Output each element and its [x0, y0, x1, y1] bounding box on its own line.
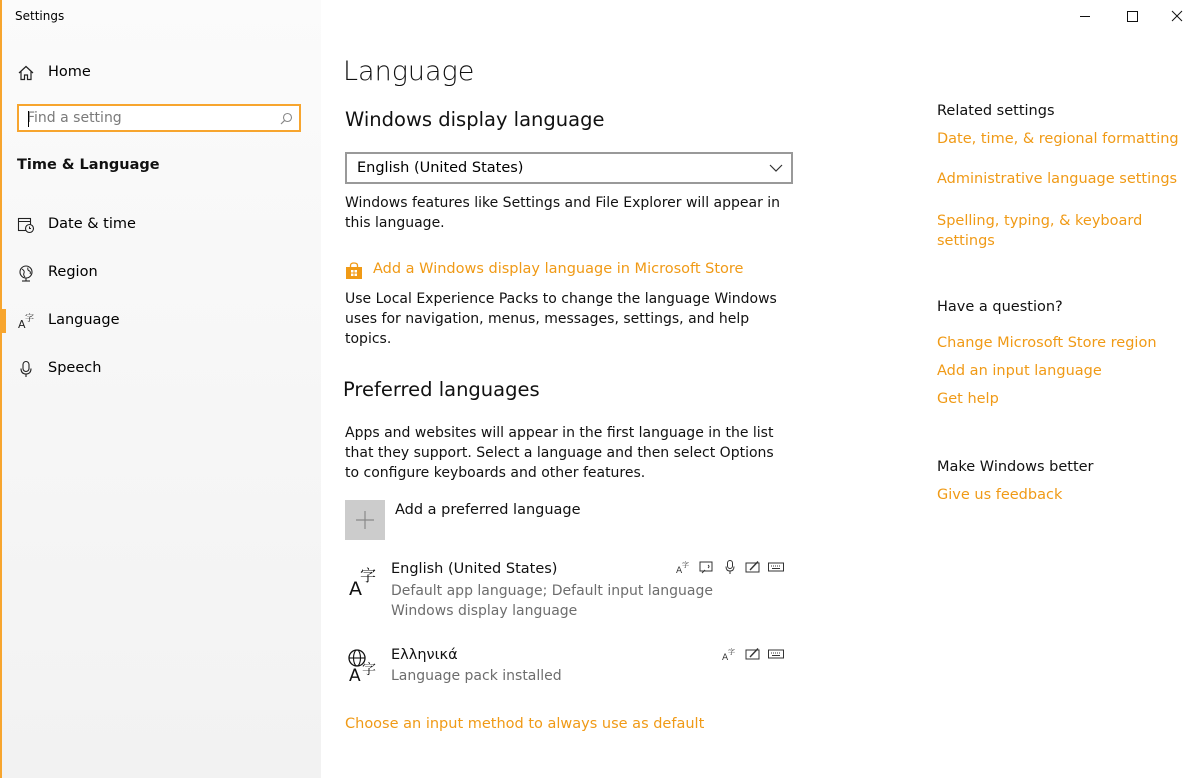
link-change-store-region[interactable]: Change Microsoft Store region: [937, 335, 1157, 351]
speech-recognition-icon: [722, 560, 738, 574]
language-name: Ελληνικά: [391, 647, 458, 663]
preferred-languages-description: Apps and websites will appear in the first language in the list that they support. Select a language and then select Options to configure keyboards and other features.: [345, 425, 774, 481]
feedback-link[interactable]: Give us feedback: [937, 487, 1063, 503]
add-language-button[interactable]: [345, 500, 385, 540]
section-title: Time & Language: [17, 157, 160, 173]
display-language-description: Windows features like Settings and File Explorer will appear in this language.: [345, 195, 781, 231]
display-language-heading: Windows display language: [345, 108, 605, 131]
svg-text:字: 字: [682, 561, 689, 569]
text-caret: [28, 111, 29, 127]
text-to-speech-icon: [699, 560, 715, 574]
maximize-button[interactable]: [1109, 0, 1155, 32]
store-bag-icon: [345, 262, 363, 280]
sidebar-item-region[interactable]: [0, 253, 321, 293]
language-item-english[interactable]: [345, 558, 795, 622]
keyboard-icon: [768, 560, 784, 574]
page-title: Language: [343, 56, 475, 87]
app-title: Settings: [15, 9, 65, 23]
handwriting-icon: [745, 647, 761, 661]
display-language-dropdown[interactable]: [345, 152, 793, 184]
keyboard-icon: [768, 647, 784, 661]
sidebar-item-home[interactable]: [0, 53, 321, 93]
plus-icon: [345, 500, 385, 540]
sidebar-item-language[interactable]: [0, 301, 321, 341]
svg-text:A: A: [722, 653, 729, 661]
window-accent-edge: [0, 0, 2, 778]
svg-text:A: A: [676, 566, 683, 574]
calendar-clock-icon: [17, 216, 35, 234]
handwriting-icon: [745, 560, 761, 574]
microphone-icon: [17, 360, 35, 378]
sidebar-item-label: Date & time: [48, 216, 136, 232]
close-button[interactable]: [1154, 0, 1200, 32]
language-pack-icon: [347, 648, 381, 682]
display-language-icon: [676, 560, 692, 574]
language-item-greek[interactable]: [345, 645, 795, 689]
related-link-spelling-typing[interactable]: Spelling, typing, & keyboard settings: [937, 213, 1143, 249]
sidebar: [0, 0, 321, 778]
sidebar-item-date-time[interactable]: [0, 205, 321, 245]
input-method-link[interactable]: Choose an input method to always use as default: [345, 716, 705, 732]
svg-text:字: 字: [360, 566, 377, 585]
close-icon: [1154, 0, 1200, 32]
globe-icon: [17, 264, 35, 282]
svg-text:A: A: [349, 666, 361, 682]
related-settings-heading: Related settings: [937, 103, 1055, 119]
make-windows-better-heading: Make Windows better: [937, 459, 1094, 475]
chevron-down-icon: [769, 163, 783, 173]
sidebar-item-label: Language: [48, 312, 120, 328]
store-link[interactable]: Add a Windows display language in Microsoft Store: [373, 261, 744, 277]
preferred-languages-heading: Preferred languages: [343, 378, 540, 401]
search-input[interactable]: [27, 109, 267, 127]
language-icon: [347, 563, 381, 597]
related-link-regional-formatting[interactable]: Date, time, & regional formatting: [937, 131, 1179, 147]
search-box[interactable]: [17, 104, 301, 132]
minimize-button[interactable]: [1062, 0, 1108, 32]
store-description: Use Local Experience Packs to change the language Windows uses for navigation, menus, messages, settings, and help topics.: [345, 291, 777, 347]
svg-text:A: A: [18, 318, 26, 330]
sidebar-item-label: Region: [48, 264, 98, 280]
home-icon: [17, 64, 35, 82]
svg-text:字: 字: [25, 314, 35, 324]
language-detail: Language pack installed: [391, 668, 562, 684]
sidebar-item-label: Home: [48, 64, 91, 80]
svg-text:字: 字: [728, 648, 735, 656]
language-detail: Windows display language: [391, 603, 578, 619]
svg-text:A: A: [349, 578, 362, 597]
language-name: English (United States): [391, 561, 558, 577]
display-language-icon: [722, 647, 738, 661]
dropdown-value: English (United States): [357, 160, 524, 176]
link-add-input-language[interactable]: Add an input language: [937, 363, 1102, 379]
sidebar-item-speech[interactable]: [0, 349, 321, 389]
language-icon: [17, 312, 35, 330]
sidebar-item-label: Speech: [48, 360, 102, 376]
svg-text:字: 字: [362, 662, 376, 678]
minimize-icon: [1062, 0, 1108, 32]
question-heading: Have a question?: [937, 299, 1063, 315]
search-icon[interactable]: [280, 112, 293, 125]
language-detail: Default app language; Default input language: [391, 583, 713, 599]
add-language-label[interactable]: Add a preferred language: [395, 502, 581, 518]
link-get-help[interactable]: Get help: [937, 391, 999, 407]
related-link-admin-language[interactable]: Administrative language settings: [937, 171, 1178, 187]
maximize-icon: [1109, 0, 1155, 32]
